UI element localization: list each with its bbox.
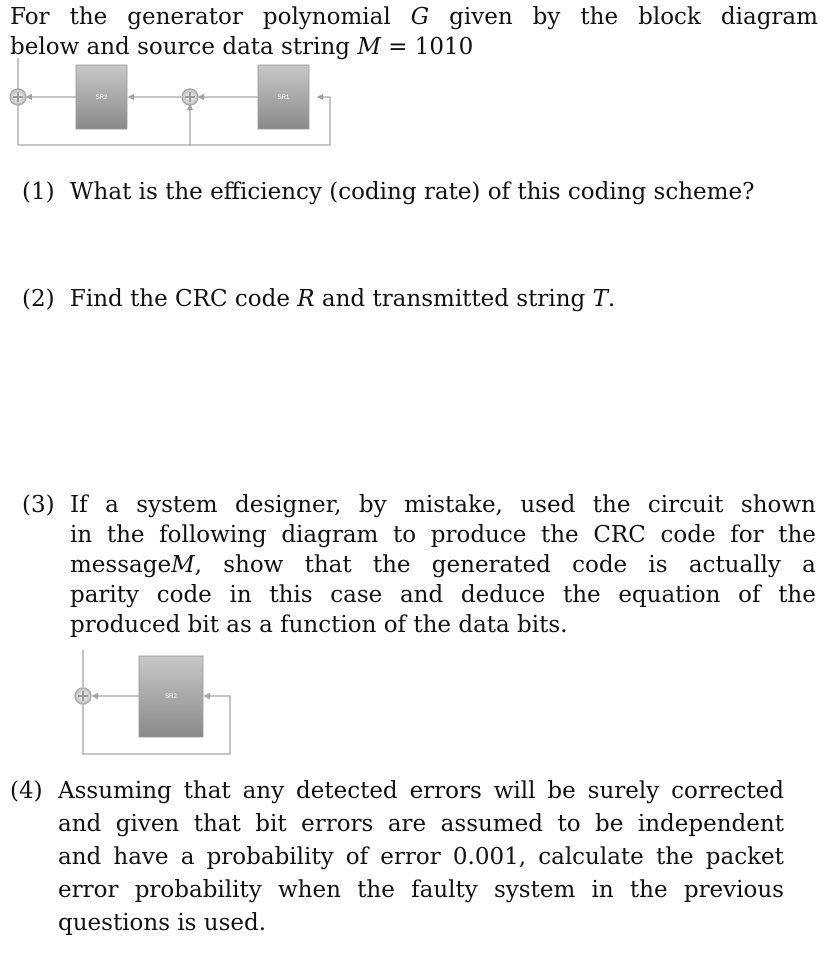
word-text: , — [194, 552, 202, 578]
q3-line-2 — [70, 524, 816, 547]
word: packet — [705, 844, 784, 870]
word: bit — [255, 811, 287, 837]
sr2-faulty-label: SR2 — [165, 694, 177, 700]
word: produce — [430, 522, 527, 548]
word: probability — [134, 877, 262, 903]
q2-text-b: and transmitted string — [314, 286, 593, 312]
word: case — [330, 582, 383, 608]
q2-number: (2) — [22, 286, 55, 312]
xor-left-icon — [10, 89, 26, 105]
word: to — [393, 522, 417, 548]
word: the — [778, 522, 816, 548]
q2-text-a: Find the CRC code — [69, 286, 298, 312]
word: are — [387, 811, 427, 837]
word: Assuming — [58, 778, 172, 804]
word: in — [229, 582, 252, 608]
word: calculate — [538, 844, 644, 870]
word: that — [193, 811, 241, 837]
shift-register-sr2-faulty — [139, 656, 203, 737]
word: a — [802, 552, 816, 578]
word: the — [778, 582, 816, 608]
question-1 — [22, 181, 754, 204]
q4-line-5: questions is used. — [58, 910, 267, 936]
q4-line-1 — [58, 780, 784, 803]
xor-middle-icon — [182, 89, 198, 105]
word: errors — [409, 778, 482, 804]
word: the — [655, 844, 694, 870]
word: code — [660, 522, 716, 548]
word: system — [136, 492, 218, 518]
word: given — [115, 811, 180, 837]
word: have — [113, 844, 169, 870]
word: shown — [740, 492, 816, 518]
word: when — [277, 877, 341, 903]
word: in — [70, 522, 93, 548]
word: corrected — [671, 778, 784, 804]
word: a — [180, 844, 195, 870]
intro-equation: = 1010 — [380, 34, 474, 60]
question-2 — [22, 288, 615, 311]
var-t: T — [592, 286, 608, 312]
word: G — [410, 4, 430, 30]
word: be — [547, 778, 576, 804]
word: and — [58, 811, 102, 837]
q4-line-4 — [58, 879, 784, 902]
word: the — [357, 877, 395, 903]
word: independent — [637, 811, 784, 837]
q4-line-3 — [58, 846, 784, 869]
word: deduce — [460, 582, 546, 608]
word: assumed — [440, 811, 543, 837]
q1-number: (1) — [22, 179, 55, 205]
word: of — [345, 844, 369, 870]
word: given — [449, 4, 513, 30]
q3-line-1 — [70, 494, 816, 517]
word: mistake, — [404, 492, 503, 518]
word: circuit — [647, 492, 724, 518]
word: block — [638, 4, 701, 30]
var-m: M — [171, 552, 195, 578]
word: any — [242, 778, 285, 804]
word: generator — [127, 4, 243, 30]
sr2-label: SR2 — [95, 95, 108, 101]
word: surely — [587, 778, 660, 804]
word: equation — [618, 582, 721, 608]
q4-line-2 — [58, 813, 784, 836]
word: CRC — [593, 522, 646, 548]
q3-line-4 — [70, 584, 816, 607]
shift-register-sr1 — [258, 65, 309, 129]
word: For — [10, 4, 50, 30]
var-m: M — [357, 34, 381, 60]
word: 0.001, — [452, 844, 527, 870]
word: by — [358, 492, 387, 518]
block-diagram-faulty — [75, 650, 230, 754]
word: diagram — [720, 4, 818, 30]
q2-text-c: . — [607, 286, 616, 312]
word: the — [592, 492, 631, 518]
word: diagram — [281, 522, 379, 548]
q1-text: What is the efficiency (coding rate) of this coding scheme? — [69, 179, 755, 205]
word: code — [572, 552, 628, 578]
word: system — [493, 877, 576, 903]
word: the — [69, 4, 108, 30]
word: the — [541, 522, 579, 548]
word: probability — [206, 844, 334, 870]
word: of — [738, 582, 761, 608]
word: generated — [431, 552, 551, 578]
word: that — [183, 778, 231, 804]
word: by — [532, 4, 561, 30]
intro-text: below and source data string — [10, 34, 358, 60]
word: be — [595, 811, 624, 837]
word: used — [520, 492, 576, 518]
word — [171, 554, 202, 577]
word: detected — [296, 778, 398, 804]
sr1-label: SR1 — [277, 95, 290, 101]
var-r: R — [297, 286, 315, 312]
word: for — [730, 522, 764, 548]
word: in — [591, 877, 614, 903]
word: faulty — [411, 877, 478, 903]
word: and — [58, 844, 102, 870]
q3-number: (3) — [22, 492, 55, 518]
word: the — [580, 4, 619, 30]
q3-message: message — [70, 552, 172, 578]
word: the — [562, 582, 601, 608]
word: errors — [301, 811, 374, 837]
xor-faulty-icon — [75, 688, 91, 704]
shift-register-sr2 — [76, 65, 127, 129]
word: polynomial — [262, 4, 391, 30]
word: will — [493, 778, 536, 804]
word: previous — [683, 877, 784, 903]
word: designer, — [235, 492, 342, 518]
word: a — [105, 492, 119, 518]
word: is — [648, 552, 668, 578]
word: the — [629, 877, 668, 903]
word: error — [58, 877, 119, 903]
word: error — [380, 844, 441, 870]
word: parity — [70, 582, 140, 608]
q3-line-3-rest — [171, 554, 816, 577]
q4-number: (4) — [10, 778, 43, 804]
word: and — [399, 582, 444, 608]
q3-line-3 — [70, 554, 816, 577]
word: this — [269, 582, 313, 608]
word: to — [557, 811, 581, 837]
word: code — [156, 582, 212, 608]
word: actually — [688, 552, 781, 578]
word: show — [223, 552, 284, 578]
word: the — [106, 522, 145, 548]
word: the — [372, 552, 411, 578]
word: following — [159, 522, 267, 548]
q3-line-5: produced bit as a function of the data bits. — [70, 612, 568, 638]
word: If — [70, 492, 88, 518]
word: that — [304, 552, 352, 578]
